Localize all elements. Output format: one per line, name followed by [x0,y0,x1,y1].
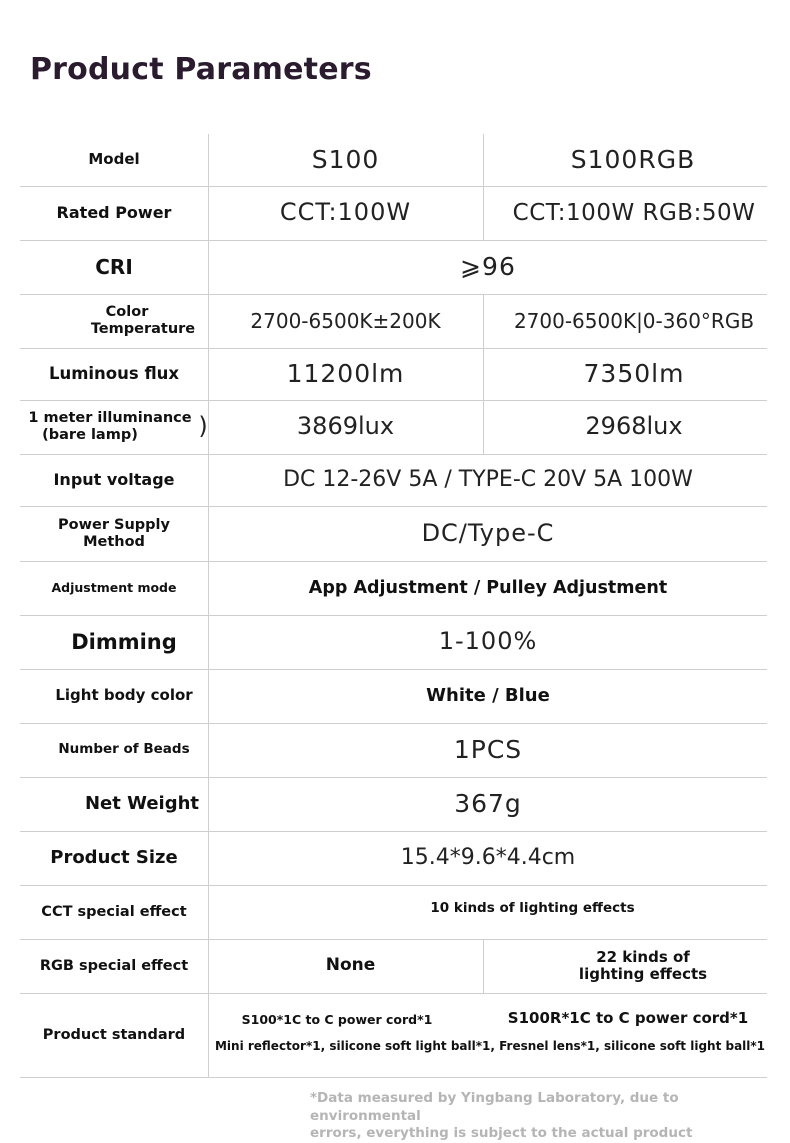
value-luminous-flux-s100: 11200lm [286,358,405,388]
value-light-body-color: White / Blue [426,684,550,706]
value-rated-power-s100: CCT:100W [279,198,412,227]
value-input-voltage: DC 12-26V 5A / TYPE-C 20V 5A 100W [283,467,693,493]
footnote-line: errors, everything is subject to the actual product [310,1125,693,1142]
label-color-temperature [20,294,208,348]
value-luminous-flux-s100rgb: 7350lm [583,358,685,388]
label-line: 1 meter illuminance [28,410,192,427]
value-rated-power-s100rgb: CCT:100W RGB:50W [512,199,756,226]
label-dimming: Dimming [71,629,177,654]
label-number-of-beads: Number of Beads [58,741,190,758]
label-net-weight: Net Weight [84,792,200,814]
label-line: (bare lamp) [42,427,138,443]
value-rgb-effect-s100rgb [483,939,790,993]
value-cri: ⩾96 [460,251,516,281]
value-color-temp-s100: 2700-6500K±200K [250,308,441,333]
stray-parenthesis: ) [198,412,208,441]
value-standard-shared: Mini reflector*1, silicone soft light ball*1, Fresnel lens*1, silicone soft light ball*1 [214,1039,766,1054]
value-net-weight: 367g [454,788,522,818]
footnote [310,1090,785,1143]
value-adjustment-mode: App Adjustment / Pulley Adjustment [308,577,668,598]
value-standard-s100rgb: S100R*1C to C power cord*1 [507,1009,749,1028]
footnote-line: *Data measured by Yingbang Laboratory, due to environmental [310,1090,679,1124]
value-product-size: 15.4*9.6*4.4cm [400,845,576,871]
label-cri: CRI [95,254,133,279]
label-rgb-special-effect: RGB special effect [39,957,189,974]
label-illuminance [20,400,200,454]
value-standard-s100: S100*1C to C power cord*1 [241,1011,433,1027]
value-line: lighting effects [578,965,708,983]
label-light-body-color: Light body color [55,686,193,705]
label-line: Color [105,304,149,321]
value-power-supply: DC/Type-C [421,518,555,547]
value-rgb-effect-s100: None [325,955,376,976]
value-model-s100rgb: S100RGB [570,144,696,174]
label-power-supply [20,506,208,561]
label-line: Method [83,533,145,550]
label-cct-special-effect: CCT special effect [41,903,187,920]
label-adjustment-mode: Adjustment mode [51,579,177,595]
value-illuminance-s100rgb: 2968lux [585,412,683,441]
label-model: Model [88,150,140,169]
label-product-size: Product Size [50,846,178,868]
value-color-temp-s100rgb: 2700-6500K|0-360°RGB [513,308,755,333]
page-title: Product Parameters [30,52,372,87]
label-line: Power Supply [58,516,170,533]
value-dimming: 1-100% [438,627,538,656]
label-rated-power: Rated Power [56,202,172,222]
label-product-standard: Product standard [42,1026,186,1043]
value-number-of-beads: 1PCS [453,734,523,764]
value-model-s100: S100 [311,144,380,174]
value-cct-special-effect: 10 kinds of lighting effects [430,900,635,917]
label-line: Temperature [90,321,196,337]
row-divider [20,1077,767,1078]
value-line: 22 kinds of [596,947,690,966]
value-illuminance-s100: 3869lux [296,412,395,441]
label-input-voltage: Input voltage [53,469,175,489]
label-luminous-flux: Luminous flux [48,363,180,383]
